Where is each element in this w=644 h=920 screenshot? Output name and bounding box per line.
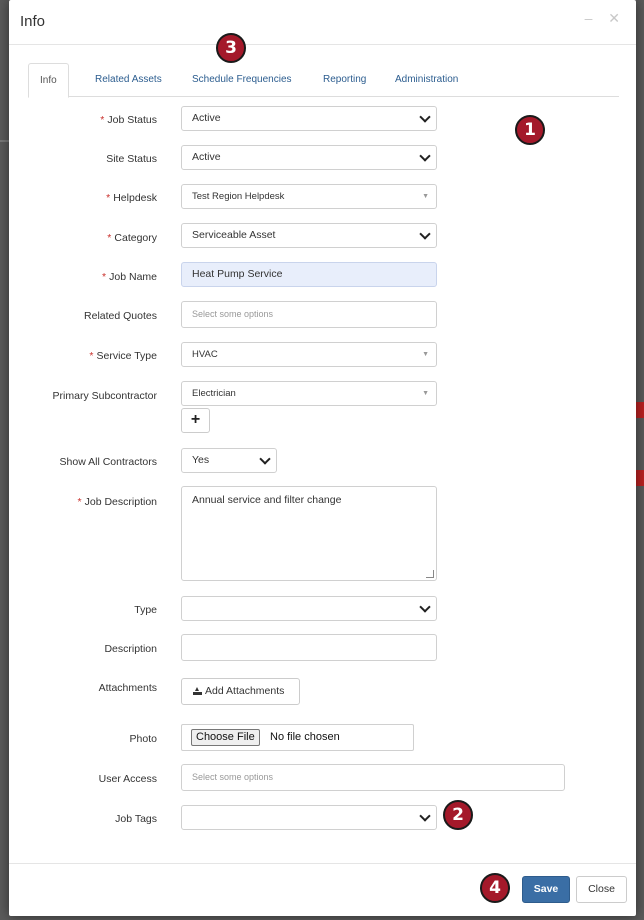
background-red-bar bbox=[636, 402, 644, 418]
job-status-label bbox=[100, 114, 157, 126]
primary-subcontractor-select[interactable] bbox=[181, 381, 437, 406]
job-tags-label: Job Tags bbox=[115, 813, 157, 825]
chevron-down-icon bbox=[259, 453, 270, 464]
placeholder-text: Select some options bbox=[192, 772, 274, 782]
chevron-down-icon bbox=[419, 111, 430, 122]
photo-label: Photo bbox=[129, 733, 157, 745]
required-marker: * bbox=[106, 192, 111, 204]
chevron-down-icon bbox=[419, 601, 430, 612]
required-marker: * bbox=[89, 350, 94, 362]
description-label: Description bbox=[104, 643, 157, 655]
tab-schedule-frequencies[interactable]: Schedule Frequencies bbox=[192, 74, 292, 85]
select-value: Yes bbox=[192, 454, 210, 466]
placeholder-text: Select some options bbox=[192, 309, 274, 319]
helpdesk-label bbox=[106, 192, 157, 204]
background-line bbox=[0, 140, 9, 142]
job-status-select[interactable] bbox=[181, 106, 437, 131]
attachments-label: Attachments bbox=[98, 682, 157, 694]
annotation-badge-1: 1 bbox=[515, 115, 545, 145]
save-button[interactable]: Save bbox=[522, 876, 570, 903]
label-text: Job Status bbox=[107, 114, 157, 126]
add-attachments-button[interactable] bbox=[181, 678, 300, 705]
tab-reporting[interactable]: Reporting bbox=[323, 74, 367, 85]
required-marker: * bbox=[77, 496, 82, 508]
resize-handle-icon[interactable] bbox=[426, 570, 434, 578]
label-text: Category bbox=[114, 232, 157, 244]
tab-info[interactable]: Info bbox=[28, 63, 69, 98]
show-all-contractors-label: Show All Contractors bbox=[59, 456, 157, 468]
helpdesk-select[interactable] bbox=[181, 184, 437, 209]
label-text: Service Type bbox=[96, 350, 157, 362]
button-label: Add Attachments bbox=[205, 685, 285, 697]
service-type-select[interactable] bbox=[181, 342, 437, 367]
user-access-label: User Access bbox=[98, 773, 157, 785]
file-status-text: No file chosen bbox=[270, 731, 340, 743]
annotation-badge-3: 3 bbox=[216, 33, 246, 63]
annotation-badge-2: 2 bbox=[443, 800, 473, 830]
related-quotes-multiselect[interactable] bbox=[181, 301, 437, 328]
select-value: Electrician bbox=[192, 388, 236, 399]
select-value: Active bbox=[192, 112, 221, 124]
choose-file-button[interactable]: Choose File bbox=[191, 729, 260, 746]
site-status-label: Site Status bbox=[106, 153, 157, 165]
select-value: Active bbox=[192, 151, 221, 163]
category-select[interactable] bbox=[181, 223, 437, 248]
select-value: Test Region Helpdesk bbox=[192, 191, 285, 202]
close-button[interactable]: Close bbox=[576, 876, 627, 903]
modal-header bbox=[9, 0, 636, 45]
job-tags-select[interactable] bbox=[181, 805, 437, 830]
chevron-down-icon bbox=[419, 228, 430, 239]
add-subcontractor-button[interactable]: + bbox=[181, 408, 210, 433]
tab-administration[interactable]: Administration bbox=[395, 74, 459, 85]
job-name-input[interactable] bbox=[181, 262, 437, 287]
description-input[interactable] bbox=[181, 634, 437, 661]
select-value: Serviceable Asset bbox=[192, 229, 276, 241]
textarea-value: Annual service and filter change bbox=[192, 494, 342, 506]
photo-file-input bbox=[181, 724, 414, 751]
site-status-select[interactable] bbox=[181, 145, 437, 170]
job-description-textarea[interactable] bbox=[181, 486, 437, 581]
label-text: Job Name bbox=[109, 271, 157, 283]
caret-down-icon: ▼ bbox=[422, 390, 429, 397]
modal-title: Info bbox=[20, 13, 46, 30]
type-select[interactable] bbox=[181, 596, 437, 621]
chevron-down-icon bbox=[419, 810, 430, 821]
tab-bar bbox=[28, 63, 619, 97]
required-marker: * bbox=[107, 232, 112, 244]
category-label bbox=[107, 232, 157, 244]
job-description-label bbox=[78, 496, 157, 508]
type-label: Type bbox=[134, 604, 157, 616]
background-red-bar bbox=[636, 470, 644, 486]
annotation-badge-4: 4 bbox=[480, 873, 510, 903]
show-all-contractors-select[interactable] bbox=[181, 448, 277, 473]
primary-subcontractor-label: Primary Subcontractor bbox=[52, 390, 157, 402]
select-value: HVAC bbox=[192, 349, 218, 360]
window-controls-icon[interactable]: – ✕ bbox=[584, 10, 626, 26]
upload-icon bbox=[193, 687, 202, 695]
required-marker: * bbox=[100, 114, 105, 126]
caret-down-icon: ▼ bbox=[422, 193, 429, 200]
input-value: Heat Pump Service bbox=[192, 268, 283, 280]
caret-down-icon: ▼ bbox=[422, 351, 429, 358]
label-text: Helpdesk bbox=[113, 192, 157, 204]
tab-related-assets[interactable]: Related Assets bbox=[95, 74, 162, 85]
label-text: Job Description bbox=[84, 496, 157, 508]
required-marker: * bbox=[102, 271, 107, 283]
related-quotes-label: Related Quotes bbox=[84, 310, 157, 322]
chevron-down-icon bbox=[419, 150, 430, 161]
service-type-label bbox=[89, 350, 157, 362]
job-name-label bbox=[102, 271, 157, 283]
user-access-multiselect[interactable] bbox=[181, 764, 565, 791]
